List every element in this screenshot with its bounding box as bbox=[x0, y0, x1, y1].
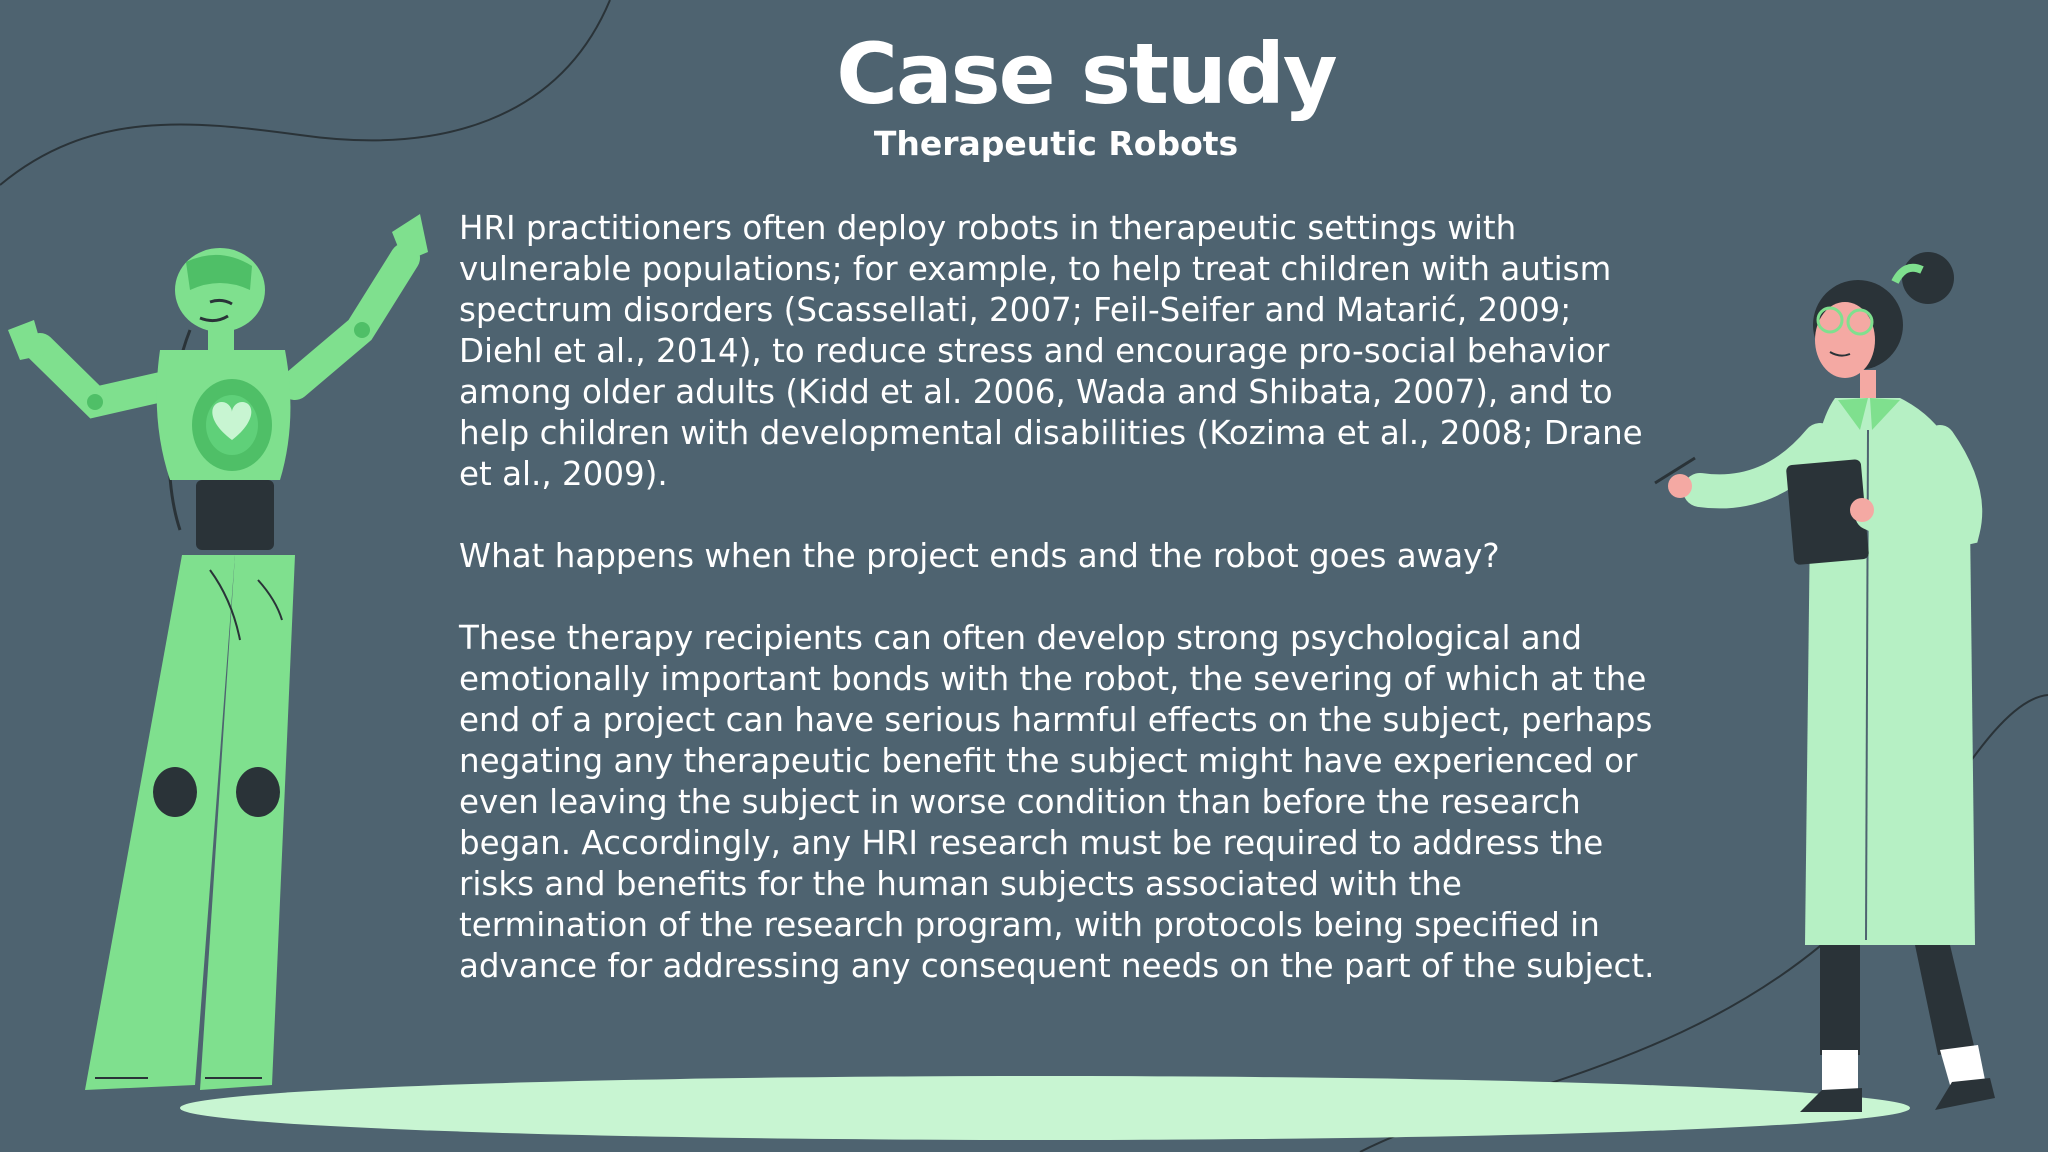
slide-subtitle: Therapeutic Robots bbox=[873, 124, 1239, 163]
scientist-illustration bbox=[1655, 252, 1995, 1112]
slide-body bbox=[459, 208, 1659, 987]
slide-title: Case study bbox=[836, 25, 1336, 123]
robot-illustration bbox=[8, 214, 428, 1090]
body-paragraph-question: What happens when the project ends and the robot goes away? bbox=[459, 537, 1500, 575]
floor-platform bbox=[180, 1076, 1910, 1140]
body-paragraph-intro: HRI practitioners often deploy robots in therapeutic settings with vulnerable populations; for example, to help treat children with autism spectrum disorders (Scassellati, 2007; Feil-Seifer and Matarić, 2009; Diehl et al., 2014), to reduce stress and encourage pro-social behavior among older adults (Kidd et al. 2006, Wada and Shibata, 2007), and to help children with developmental disabilities (Kozima et al., 2008; Drane et al., 2009). bbox=[459, 209, 1643, 493]
body-paragraph-discussion: These therapy recipients can often develop strong psychological and emotionally important bonds with the robot, the severing of which at the end of a project can have serious harmful effects on the subject, perhaps negating any therapeutic benefit the subject might have experienced or even leaving the subject in worse condition than before the research began. Accordingly, any HRI research must be required to address the risks and benefits for the human subjects associated with the termination of the research program, with protocols being specified in advance for addressing any consequent needs on the part of the subject. bbox=[459, 619, 1655, 985]
